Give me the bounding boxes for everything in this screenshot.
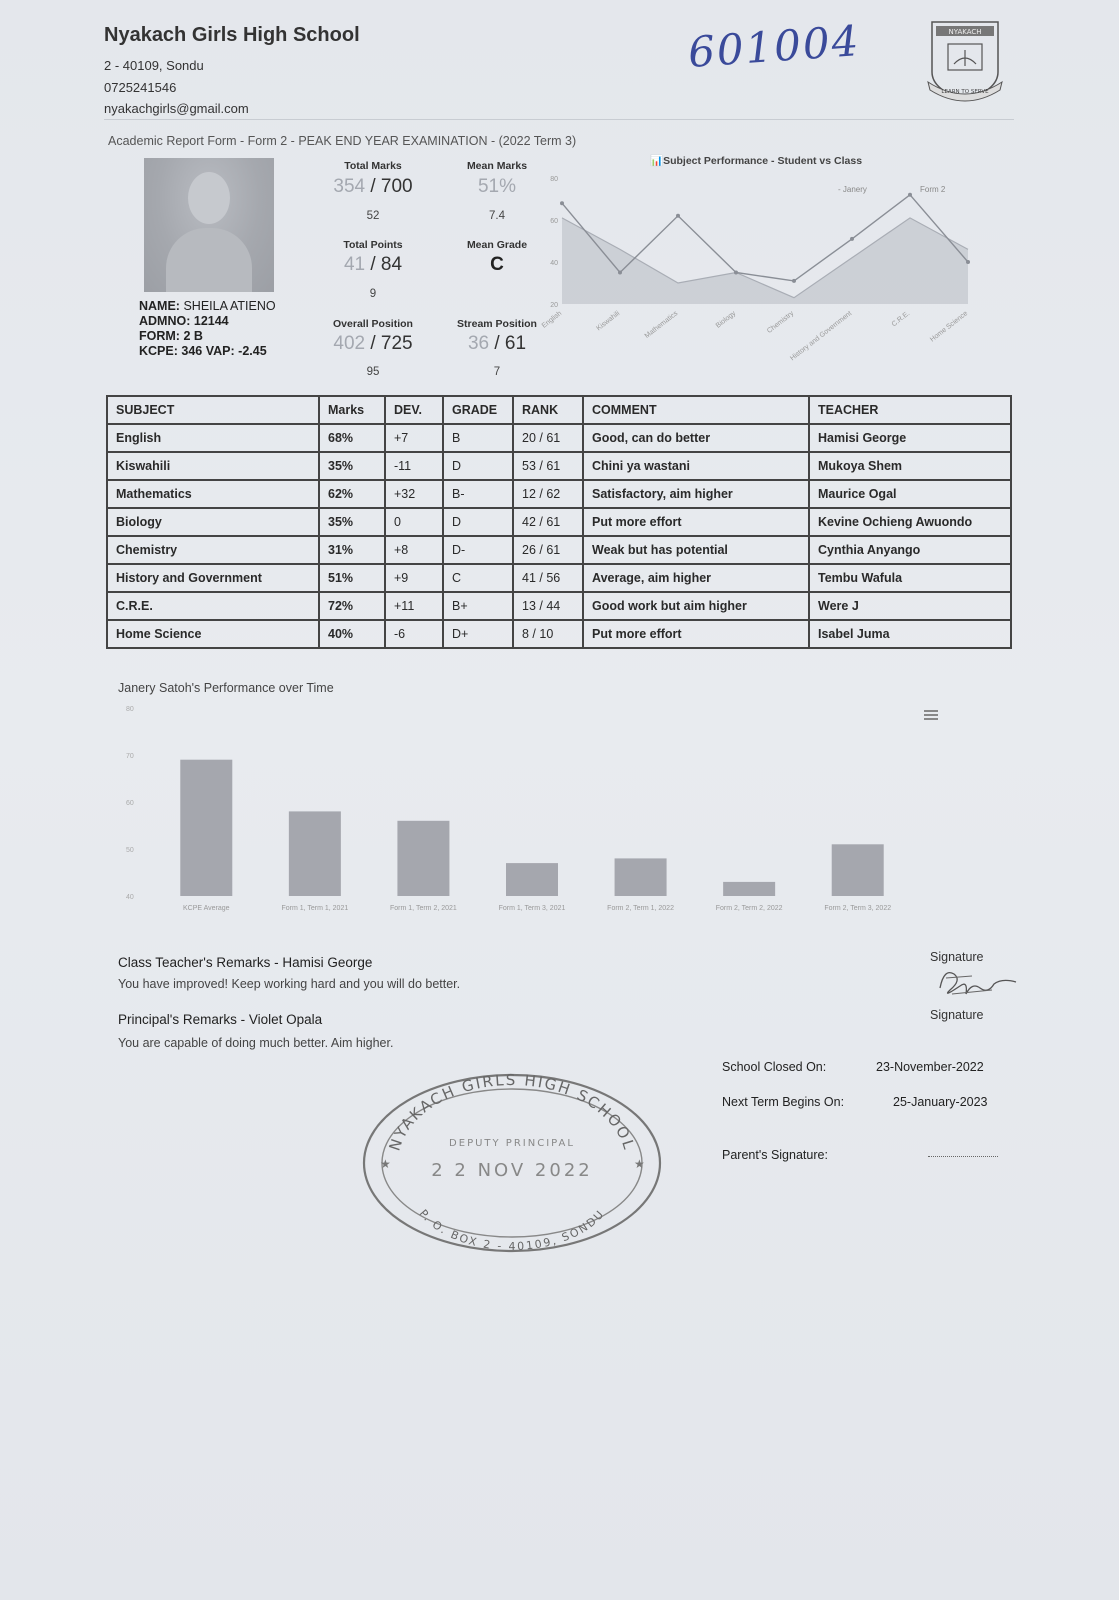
x-tick-label: C.R.E. [890, 310, 912, 329]
mean-marks-score: 51% [477, 176, 517, 197]
bar [397, 821, 449, 896]
stamp-bottom-text: P. O. BOX 2 - 40109, SONDU [416, 1206, 608, 1254]
y-tick-label: 40 [550, 260, 558, 267]
cell-teacher: Isabel Juma [809, 620, 1011, 648]
mean-grade-value: C [490, 254, 504, 275]
data-point [618, 271, 622, 275]
bar [180, 760, 232, 896]
x-tick-label: Mathematics [643, 310, 680, 341]
table-row [107, 564, 1011, 592]
cell-marks: 51% [319, 564, 385, 592]
stream-position-sub: 7 [493, 366, 501, 378]
cell-subject: C.R.E. [107, 592, 319, 620]
y-tick-label: 20 [550, 302, 558, 309]
series-area-Form 2 [562, 218, 968, 304]
next-term-label: Next Term Begins On: [722, 1095, 845, 1109]
student-name-line [139, 299, 276, 313]
legend-item-janery: - Janery [838, 185, 867, 194]
data-point [560, 201, 564, 205]
parent-signature-label: Parent's Signature: [722, 1148, 828, 1162]
cell-subject: Kiswahili [107, 452, 319, 480]
cell-teacher: Tembu Wafula [809, 564, 1011, 592]
bar [289, 811, 341, 896]
class-teacher-signature-label: Signature [930, 950, 984, 964]
stamp-middle-text: DEPUTY PRINCIPAL [449, 1138, 575, 1149]
school-stamp [358, 1068, 666, 1258]
cell-teacher: Maurice Ogal [809, 480, 1011, 508]
x-tick-label: Form 1, Term 1, 2021 [281, 905, 349, 912]
bar [615, 858, 667, 896]
handwritten-signature [932, 960, 1022, 1006]
total-points-value [313, 254, 433, 276]
bar [723, 882, 775, 896]
x-tick-label: Kiswahili [595, 310, 622, 333]
school-name: Nyakach Girls High School [104, 24, 360, 46]
stream-position-label: Stream Position [457, 318, 537, 330]
cell-teacher: Mukoya Shem [809, 452, 1011, 480]
cell-grade: D- [443, 536, 513, 564]
data-point [792, 279, 796, 283]
cell-marks: 40% [319, 620, 385, 648]
school-email: nyakachgirls@gmail.com [104, 101, 249, 116]
cell-marks: 62% [319, 480, 385, 508]
table-row [107, 592, 1011, 620]
logo-text: NYAKACH [948, 28, 982, 36]
school-closed-label: School Closed On: [722, 1060, 827, 1074]
cell-subject: History and Government [107, 564, 319, 592]
cell-rank: 13 / 44 [513, 592, 583, 620]
total-marks-sub: 52 [366, 210, 380, 222]
cell-subject: Biology [107, 508, 319, 536]
cell-subject: Chemistry [107, 536, 319, 564]
cell-dev: +7 [385, 424, 443, 452]
cell-rank: 8 / 10 [513, 620, 583, 648]
class-teacher-remarks-text: You have improved! Keep working hard and you will do better. [118, 977, 461, 991]
mean-marks-sub: 7.4 [489, 210, 505, 222]
data-point [908, 193, 912, 197]
performance-over-time-chart [112, 700, 932, 932]
student-photo [144, 158, 274, 292]
data-point [850, 237, 854, 241]
vap-label: VAP: [205, 344, 235, 358]
cell-rank: 20 / 61 [513, 424, 583, 452]
admno-label: ADMNO: [139, 314, 191, 328]
cell-comment: Satisfactory, aim higher [583, 480, 809, 508]
x-tick-label: Form 1, Term 3, 2021 [498, 905, 566, 912]
y-tick-label: 40 [126, 894, 134, 901]
table-row [107, 620, 1011, 648]
cell-marks: 35% [319, 452, 385, 480]
performance-over-time-title: Janery Satoh's Performance over Time [118, 681, 334, 695]
cell-grade: D+ [443, 620, 513, 648]
cell-rank: 26 / 61 [513, 536, 583, 564]
data-point [966, 260, 970, 264]
student-kcpe: 346 [181, 344, 203, 358]
cell-teacher: Cynthia Anyango [809, 536, 1011, 564]
x-tick-label: English [540, 310, 564, 330]
cell-subject: Home Science [107, 620, 319, 648]
overall-position-value [313, 333, 433, 355]
cell-comment: Put more effort [583, 620, 809, 648]
table-row [107, 452, 1011, 480]
overall-position-rank: 402 [333, 333, 366, 354]
x-tick-label: Home Science [929, 310, 970, 344]
cell-marks: 35% [319, 508, 385, 536]
cell-rank: 42 / 61 [513, 508, 583, 536]
table-body [107, 424, 1011, 648]
total-points-score: 41 [343, 254, 366, 275]
subjects-table [106, 395, 1012, 649]
cell-rank: 53 / 61 [513, 452, 583, 480]
y-tick-label: 60 [126, 800, 134, 807]
next-term-date: 25-January-2023 [893, 1095, 988, 1109]
kcpe-label: KCPE: [139, 344, 178, 358]
cell-rank: 12 / 62 [513, 480, 583, 508]
overall-position-out-of: / 725 [370, 333, 413, 354]
cell-dev: +8 [385, 536, 443, 564]
cell-grade: B+ [443, 592, 513, 620]
stamp-date-text: 2 2 NOV 2022 [431, 1160, 593, 1181]
cell-teacher: Hamisi George [809, 424, 1011, 452]
cell-dev: -11 [385, 452, 443, 480]
header-rank: RANK [513, 396, 583, 424]
school-logo [926, 20, 1004, 102]
x-tick-label: Form 2, Term 3, 2022 [824, 905, 892, 912]
x-tick-label: Form 1, Term 2, 2021 [390, 905, 457, 912]
student-form-line [139, 329, 203, 343]
cell-grade: D [443, 452, 513, 480]
subject-performance-chart [540, 152, 990, 384]
cell-marks: 72% [319, 592, 385, 620]
name-label: NAME: [139, 299, 180, 313]
principal-remarks-title: Principal's Remarks - Violet Opala [118, 1012, 323, 1027]
legend-item-form2: Form 2 [920, 185, 946, 194]
overall-position-label: Overall Position [333, 318, 413, 330]
bar [832, 844, 884, 896]
table-header-row [107, 396, 1011, 424]
mean-marks-value [437, 176, 557, 198]
overall-position-sub: 95 [366, 366, 380, 378]
principal-remarks-text: You are capable of doing much better. Aim higher. [118, 1036, 394, 1050]
header-dev: DEV. [385, 396, 443, 424]
parent-signature-line [928, 1156, 998, 1157]
y-tick-label: 50 [126, 847, 134, 854]
y-tick-label: 80 [550, 176, 558, 183]
total-marks-label: Total Marks [344, 160, 402, 172]
cell-comment: Good, can do better [583, 424, 809, 452]
total-points-sub: 9 [369, 288, 377, 300]
student-vap: -2.45 [238, 344, 267, 358]
cell-comment: Weak but has potential [583, 536, 809, 564]
data-point [676, 214, 680, 218]
class-teacher-remarks-title: Class Teacher's Remarks - Hamisi George [118, 955, 373, 970]
report-title: Academic Report Form - Form 2 - PEAK END YEAR EXAMINATION - (2022 Term 3) [108, 134, 577, 148]
stream-position-value [437, 333, 557, 355]
total-marks-value [313, 176, 433, 198]
chart-title: 📊Subject Performance - Student vs Class [650, 155, 863, 167]
school-address: 2 - 40109, Sondu [104, 58, 204, 73]
cell-subject: English [107, 424, 319, 452]
cell-subject: Mathematics [107, 480, 319, 508]
header-divider [104, 119, 1014, 120]
handwritten-number: 601004 [686, 16, 862, 77]
cell-grade: C [443, 564, 513, 592]
total-points-out-of: / 84 [370, 254, 403, 275]
student-name: SHEILA ATIENO [183, 299, 276, 313]
header-grade: GRADE [443, 396, 513, 424]
total-marks-score: 354 [333, 176, 366, 197]
cell-dev: 0 [385, 508, 443, 536]
mean-marks-label: Mean Marks [466, 160, 528, 172]
x-tick-label: Biology [714, 310, 738, 330]
student-admno: 12144 [193, 314, 229, 328]
cell-comment: Chini ya wastani [583, 452, 809, 480]
x-tick-label: Form 2, Term 1, 2022 [607, 905, 674, 912]
total-points-label: Total Points [343, 239, 403, 251]
header-subject: SUBJECT [107, 396, 319, 424]
logo-motto: LEARN TO SERVE [941, 89, 989, 95]
cell-grade: B [443, 424, 513, 452]
stamp-star-right-icon: ★ [634, 1157, 645, 1171]
student-admno-line [139, 314, 229, 328]
stream-position-rank: 36 [467, 333, 490, 354]
cell-dev: +9 [385, 564, 443, 592]
y-tick-label: 70 [126, 753, 134, 760]
stream-position-out-of: / 61 [494, 333, 527, 354]
cell-teacher: Kevine Ochieng Awuondo [809, 508, 1011, 536]
cell-teacher: Were J [809, 592, 1011, 620]
school-closed-date: 23-November-2022 [876, 1060, 984, 1074]
stamp-star-left-icon: ★ [380, 1157, 391, 1171]
principal-signature-label: Signature [930, 1008, 984, 1022]
table-row [107, 536, 1011, 564]
y-tick-label: 60 [550, 218, 558, 225]
cell-dev: -6 [385, 620, 443, 648]
x-tick-label: KCPE Average [182, 905, 230, 912]
cell-rank: 41 / 56 [513, 564, 583, 592]
stamp-top-text: NYAKACH GIRLS HIGH SCHOOL [385, 1070, 639, 1154]
cell-grade: D [443, 508, 513, 536]
form-label: FORM: [139, 329, 180, 343]
x-tick-label: Form 2, Term 2, 2022 [715, 905, 783, 912]
school-phone: 0725241546 [104, 80, 177, 95]
cell-comment: Good work but aim higher [583, 592, 809, 620]
cell-marks: 31% [319, 536, 385, 564]
mean-grade-label: Mean Grade [466, 239, 528, 251]
cell-marks: 68% [319, 424, 385, 452]
bar [506, 863, 558, 896]
header-marks: Marks [319, 396, 385, 424]
student-kcpe-line [139, 344, 267, 358]
cell-dev: +32 [385, 480, 443, 508]
data-point [734, 271, 738, 275]
cell-comment: Put more effort [583, 508, 809, 536]
header-comment: COMMENT [583, 396, 809, 424]
student-form: 2 B [183, 329, 203, 343]
x-tick-label: History and Government [789, 310, 854, 363]
total-marks-out-of: / 700 [370, 176, 413, 197]
y-tick-label: 80 [126, 706, 134, 713]
cell-dev: +11 [385, 592, 443, 620]
cell-comment: Average, aim higher [583, 564, 809, 592]
table-row [107, 424, 1011, 452]
x-tick-label: Chemistry [766, 310, 796, 335]
table-row [107, 508, 1011, 536]
table-row [107, 480, 1011, 508]
header-teacher: TEACHER [809, 396, 1011, 424]
cell-grade: B- [443, 480, 513, 508]
